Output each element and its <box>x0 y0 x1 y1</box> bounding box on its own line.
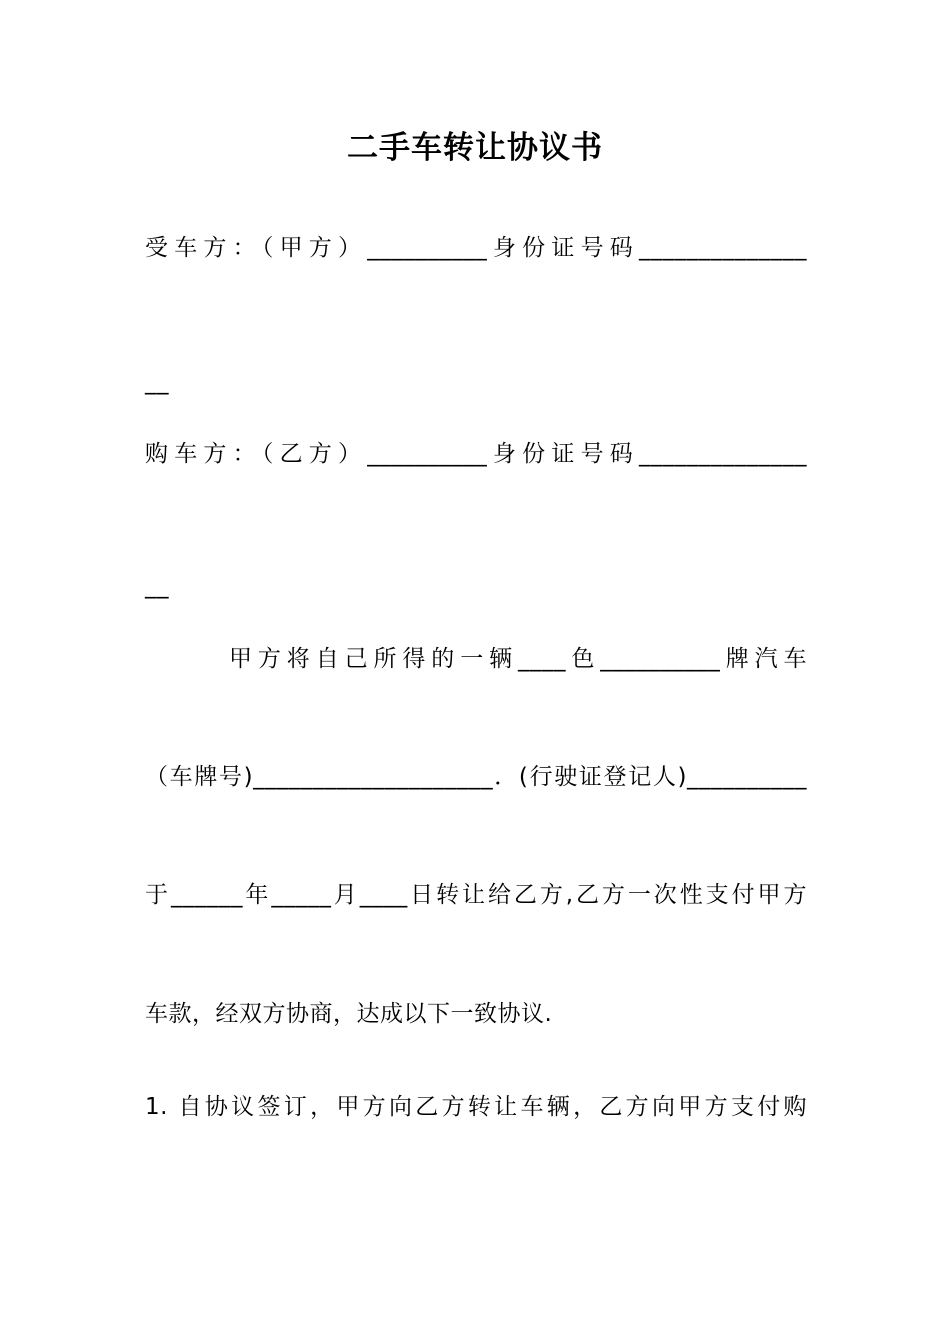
paragraph-line: 车款，经双方协商，达成以下一致协议. <box>145 1001 553 1027</box>
paragraph-line: 于______年_____月____日转让给乙方,乙方一次性支付甲方 <box>145 882 807 908</box>
paragraph-line: 甲方将自己所得的一辆____色__________牌汽车 <box>229 646 807 672</box>
clause-1-line: 1. 自协议签订，甲方向乙方转让车辆，乙方向甲方支付购 <box>145 1094 807 1120</box>
seller-line-continuation: __ <box>145 369 169 395</box>
buyer-line-continuation: __ <box>145 573 169 599</box>
document-title: 二手车转让协议书 <box>347 130 603 166</box>
buyer-line: 购车方：（乙方）__________身份证号码______________ <box>145 441 807 467</box>
seller-line: 受车方：（甲方）__________身份证号码______________ <box>145 235 807 261</box>
paragraph-line: （车牌号)____________________．(行驶证登记人)__________ <box>145 764 807 790</box>
